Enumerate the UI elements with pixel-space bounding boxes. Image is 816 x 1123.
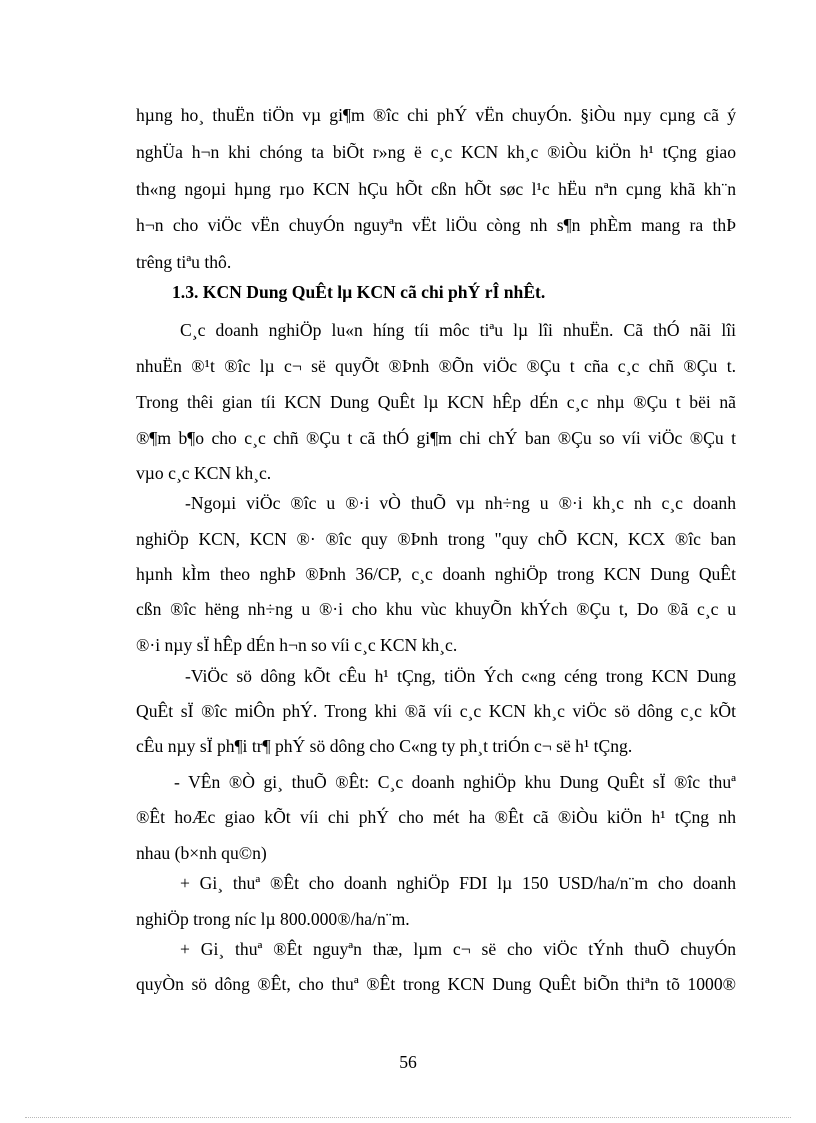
body-line: th«ng ngoµi hµng rµo KCN hÇu hÕt cßn hÕt søc l¹c hËu nªn cµng khã kh¨n — [136, 179, 736, 199]
footer-divider — [25, 1117, 791, 1118]
body-line: + Gi¸ thuª ®Êt cho doanh nghiÖp FDI lµ 150 USD/ha/n¨m cho doanh — [180, 873, 736, 893]
body-line: -Ngoµi viÖc ®îc u ®·i vÒ thuÕ vµ nh÷ng u ®·i kh¸c nh c¸c doanh — [185, 493, 736, 513]
body-line: nhau (b×nh qu©n) — [136, 843, 267, 863]
body-line: -ViÖc sö dông kÕt cÊu h¹ tÇng, tiÖn Ých c«ng céng trong KCN Dung — [185, 666, 736, 686]
body-line: h¬n cho viÖc vËn chuyÓn nguyªn vËt liÖu còng nh s¶n phÈm mang ra thÞ — [136, 215, 736, 235]
body-line: cÊu nµy sÏ ph¶i tr¶ phÝ sö dông cho C«ng ty ph¸t triÓn c¬ së h¹ tÇng. — [136, 736, 633, 756]
body-line: ®Êt hoÆc giao kÕt víi chi phÝ cho mét ha ®Êt cã ®iÒu kiÖn h¹ tÇng nh — [136, 807, 736, 827]
body-line: vµo c¸c KCN kh¸c. — [136, 463, 272, 483]
section-heading: 1.3. KCN Dung QuÊt lµ KCN cã chi phÝ rÎ nhÊt. — [172, 282, 546, 302]
body-line: quyÒn sö dông ®Êt, cho thuª ®Êt trong KCN Dung QuÊt biÕn thiªn tõ 1000® — [136, 974, 736, 994]
body-line: trêng tiªu thô. — [136, 252, 232, 272]
body-line: nghiÖp trong níc lµ 800.000®/ha/n¨m. — [136, 909, 410, 929]
body-line: - VÊn ®Ò gi¸ thuÕ ®Êt: C¸c doanh nghiÖp khu Dung QuÊt sÏ ®îc thuª — [174, 772, 736, 792]
body-line: nhuËn ®¹t ®îc lµ c¬ së quyÕt ®Þnh ®Õn viÖc ®Çu t cña c¸c chñ ®Çu t. — [136, 356, 736, 376]
body-line: nghiÖp KCN, KCN ®· ®îc quy ®Þnh trong "quy chÕ KCN, KCX ®îc ban — [136, 529, 736, 549]
body-line: ®·i nµy sÏ hÊp dÉn h¬n so víi c¸c KCN kh¸c. — [136, 635, 458, 655]
body-line: + Gi¸ thuª ®Êt nguyªn thæ, lµm c¬ së cho viÖc tÝnh thuÕ chuyÓn — [180, 939, 736, 959]
body-line: cßn ®îc hëng nh÷ng u ®·i cho khu vùc khuyÕn khÝch ®Çu t, Do ®ã c¸c u — [136, 599, 736, 619]
body-line: QuÊt sÏ ®îc miÔn phÝ. Trong khi ®ã víi c¸c KCN kh¸c viÖc sö dông c¸c kÕt — [136, 701, 736, 721]
body-line: hµng ho¸ thuËn tiÖn vµ gi¶m ®îc chi phÝ vËn chuyÓn. §iÒu nµy cµng cã ý — [136, 105, 736, 125]
body-line: hµnh kÌm theo nghÞ ®Þnh 36/CP, c¸c doanh nghiÖp trong KCN Dung QuÊt — [136, 564, 736, 584]
body-line: Trong thêi gian tíi KCN Dung QuÊt lµ KCN hÊp dÉn c¸c nhµ ®Çu t bëi nã — [136, 392, 736, 412]
page-number: 56 — [399, 1052, 417, 1072]
body-line: C¸c doanh nghiÖp lu«n híng tíi môc tiªu lµ lîi nhuËn. Cã thÓ nãi lîi — [180, 320, 736, 340]
body-line: ®¶m b¶o cho c¸c chñ ®Çu t cã thÓ gi¶m chi chÝ ban ®Çu so víi viÖc ®Çu t — [136, 428, 736, 448]
body-line: nghÜa h¬n khi chóng ta biÕt r»ng ë c¸c KCN kh¸c ®iÒu kiÖn h¹ tÇng giao — [136, 142, 736, 162]
